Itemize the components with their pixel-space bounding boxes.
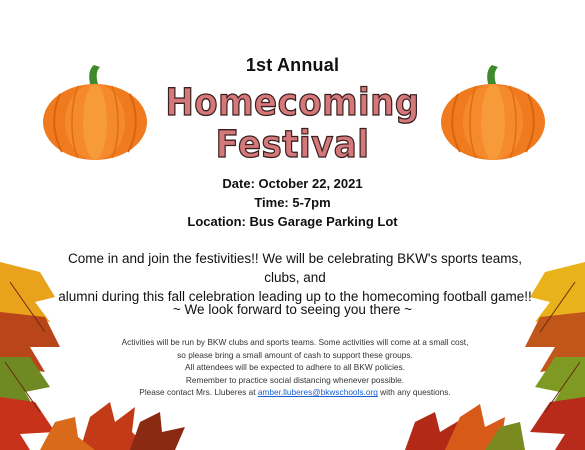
- notes-line: Remember to practice social distancing whenever possible.: [185, 374, 405, 385]
- notes-line: Activities will be run by BKW clubs and sports teams. Some activities will come at a small cost,: [121, 337, 469, 347]
- contact-suffix: with any questions.: [377, 387, 451, 398]
- event-tagline: ~ We look forward to seeing you there ~: [172, 302, 413, 317]
- event-notes: [100, 336, 490, 399]
- contact-line: [100, 386, 490, 399]
- event-location: Location: Bus Garage Parking Lot: [187, 214, 398, 229]
- notes-line: All attendees will be expected to adhere to all BKW policies.: [185, 362, 405, 373]
- notes-line: so please bring a small amount of cash to support these groups.: [177, 349, 413, 360]
- autumn-leaves-icon: [405, 392, 525, 450]
- autumn-leaves-icon: [40, 392, 190, 450]
- event-intro: [50, 249, 540, 306]
- event-subtitle: 1st Annual: [245, 55, 340, 75]
- event-date: Date: October 22, 2021: [222, 176, 363, 191]
- contact-prefix: Please contact Mrs. Lluberes at: [139, 387, 258, 398]
- event-title-line2: Festival: [215, 123, 370, 166]
- event-time: Time: 5-7pm: [254, 195, 331, 210]
- intro-line: alumni during this fall celebration leading up to the homecoming football game!!: [58, 289, 532, 304]
- event-title-line1: Homecoming: [165, 81, 420, 124]
- contact-email-link[interactable]: amber.lluberes@bkwschools.org: [257, 387, 378, 398]
- intro-line: Come in and join the festivities!! We will be celebrating BKW's sports teams, clubs, and: [67, 251, 523, 285]
